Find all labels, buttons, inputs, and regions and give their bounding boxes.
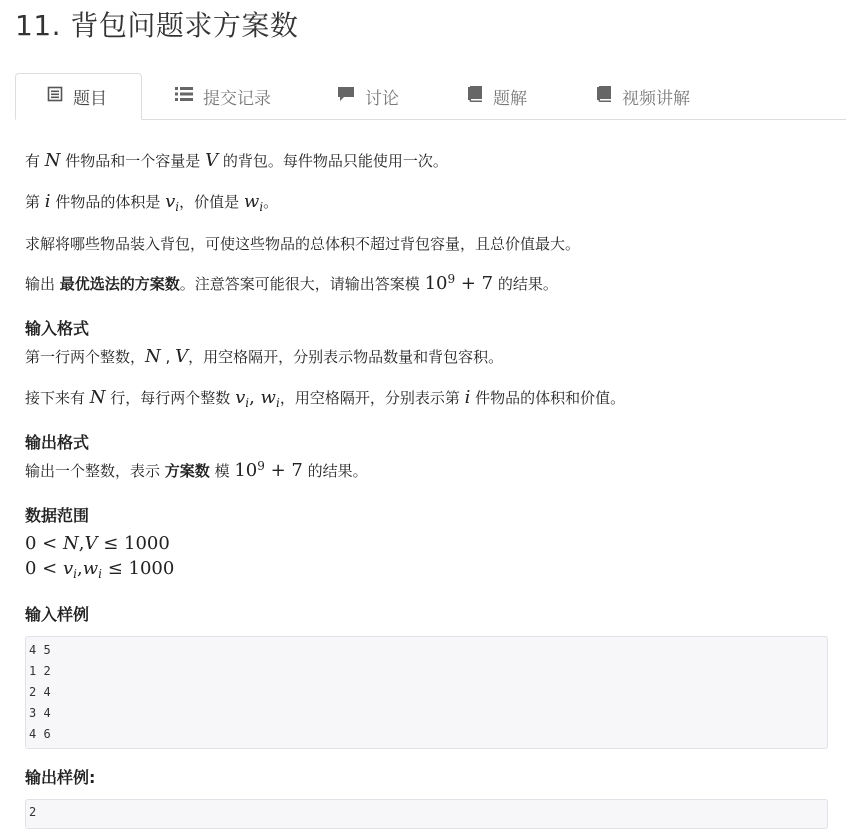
math-sub: i (259, 200, 264, 214)
list-icon (175, 86, 193, 107)
math-var: V (84, 533, 98, 554)
text: 。 (263, 193, 279, 211)
math-sub: i (175, 200, 180, 214)
math-var: V (205, 150, 219, 171)
math-var: V (175, 346, 189, 367)
math-num: 1000 (124, 533, 170, 554)
tab-problem[interactable] (15, 73, 142, 120)
output-format-heading: 输出格式 (25, 433, 90, 452)
math-num: 10 (424, 273, 448, 294)
math-num: + 7 (455, 273, 494, 294)
code-line: 4 6 (29, 727, 51, 741)
text: , (160, 348, 176, 366)
text: 第 (25, 193, 45, 211)
math-sep: , (78, 533, 85, 554)
text: 模 (209, 462, 235, 480)
code-line: 3 4 (29, 706, 51, 720)
tab-label: 视频讲解 (622, 88, 690, 109)
tab-label: 提交记录 (203, 88, 271, 109)
code-line: 2 4 (29, 685, 51, 699)
math-var: N (44, 150, 61, 171)
math-var: v (235, 387, 246, 408)
list-icon (47, 86, 63, 107)
math-num: + 7 (264, 460, 303, 481)
input-format-heading: 输入格式 (25, 319, 90, 338)
paragraph-volume-value (25, 191, 278, 214)
text: 输出 (25, 275, 60, 293)
tab-label: 讨论 (365, 88, 399, 109)
data-range-heading: 数据范围 (25, 506, 90, 525)
math-sub: i (275, 396, 280, 410)
text: 的结果。 (302, 462, 368, 480)
text: 的结果。 (493, 275, 558, 293)
text: 件物品和一个容量是 (60, 152, 206, 170)
math-sep: , (77, 558, 83, 579)
math-sep: , (249, 387, 261, 408)
book-icon (467, 85, 483, 107)
page-title: 11. 背包问题求方案数 (15, 9, 299, 42)
math-var: N (145, 346, 161, 367)
math-num: 0 (25, 533, 37, 554)
math-var: i (464, 387, 471, 408)
text: 件物品的体积和价值。 (470, 389, 626, 407)
math-num: 0 (25, 558, 37, 579)
problem-tabs (15, 73, 846, 120)
text: ，用空格隔开，分别表示物品数量和背包容积。 (188, 348, 504, 366)
code-line: 4 5 (29, 643, 51, 657)
paragraph-goal: 求解将哪些物品装入背包，可使这些物品的总体积不超过背包容量，且总价值最大。 (25, 235, 581, 253)
book-icon (596, 85, 612, 107)
paragraph-first-line (25, 346, 503, 367)
tab-discussion[interactable] (337, 73, 399, 119)
code-line: 2 (29, 805, 37, 819)
math-num: 1000 (128, 558, 175, 579)
math-num: 10 (234, 460, 258, 481)
math-var: i (44, 191, 51, 212)
text: 第一行两个整数， (25, 348, 146, 366)
math-exp: 9 (447, 272, 456, 286)
sample-output-block[interactable] (25, 799, 828, 829)
code-line: 1 2 (29, 664, 51, 678)
paragraph-next-lines (25, 387, 625, 410)
bold-text: 最优选法的方案数 (59, 275, 180, 293)
text: 有 (25, 152, 45, 170)
text: 的背包。每件物品只能使用一次。 (218, 152, 448, 170)
text: ，用空格隔开，分别表示第 (279, 389, 465, 407)
math-exp: 9 (257, 459, 265, 473)
text: 。注意答案可能很大，请输出答案模 (179, 275, 425, 293)
math-op: ≤ (102, 558, 129, 579)
text: 接下来有 (25, 389, 90, 407)
tab-submissions[interactable] (175, 73, 271, 119)
math-sub: i (73, 567, 77, 581)
math-sub: i (245, 396, 250, 410)
math-op: < (36, 558, 63, 579)
sample-input-block[interactable] (25, 636, 828, 749)
tab-label: 题解 (493, 88, 527, 109)
text: ，价值是 (179, 193, 244, 211)
text: 输出一个整数，表示 (25, 462, 165, 480)
tab-label: 题目 (73, 89, 107, 109)
range-line-1 (25, 533, 170, 554)
tab-video[interactable] (596, 73, 690, 119)
math-op: ≤ (97, 533, 124, 554)
text: 件物品的体积是 (50, 193, 166, 211)
text: 行，每行两个整数 (105, 389, 236, 407)
math-var: w (243, 191, 260, 212)
math-var: N (62, 533, 79, 554)
math-sub: i (98, 567, 102, 581)
math-var: v (165, 191, 176, 212)
bold-text: 方案数 (164, 462, 210, 480)
math-var: w (260, 387, 276, 408)
sample-output-heading: 输出样例: (25, 768, 96, 787)
math-var: v (62, 558, 74, 579)
range-line-2 (25, 558, 174, 581)
paragraph-items (25, 150, 448, 171)
sample-input-heading: 输入样例 (25, 605, 90, 624)
math-var: N (89, 387, 106, 408)
math-var: w (82, 558, 99, 579)
math-op: < (36, 533, 63, 554)
comment-icon (337, 86, 355, 107)
paragraph-output-note (25, 272, 558, 294)
paragraph-output (25, 459, 368, 481)
tab-solutions[interactable] (467, 73, 527, 119)
